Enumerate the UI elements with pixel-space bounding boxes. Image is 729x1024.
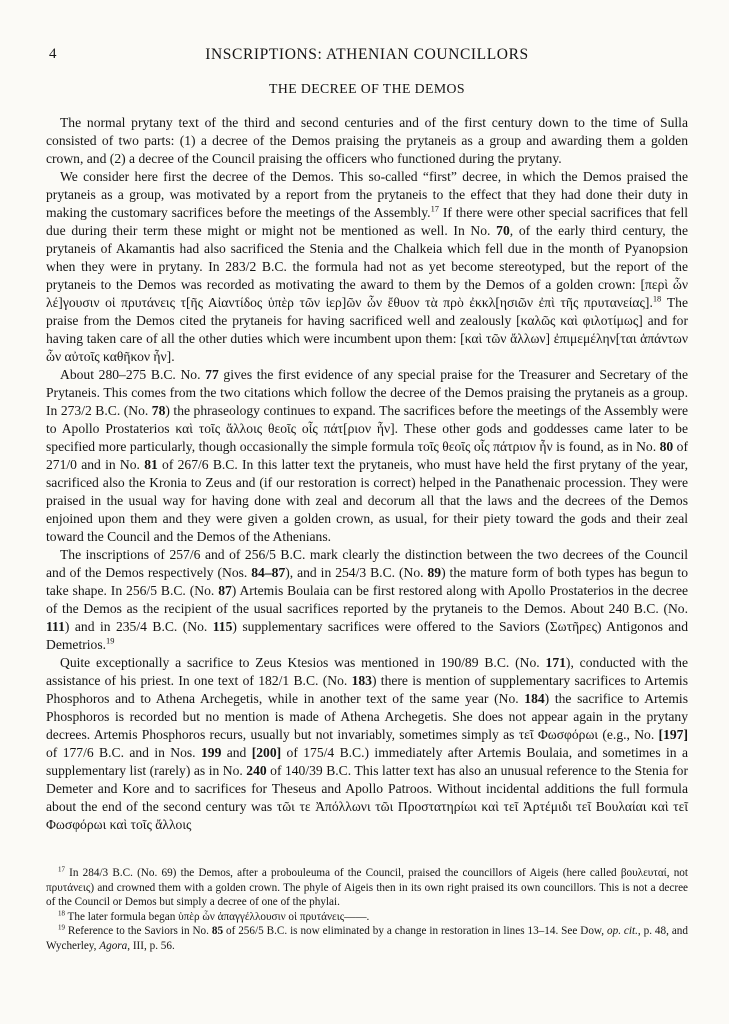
paragraph: Quite exceptionally a sacrifice to Zeus Ktesios was mentioned in 190/89 B.C. (No. 171), conducted with the assistance of his priest. In one text of 182/1 B.C. (No. 183) there is mention of supplementary sacrifices to Artemis Phosphoros and to Athena Archegetis, while in another text of the same year (No. 184) the sacrifice to Artemis Phosphoros is recorded but no mention is made of Athena Archegetis. She does not appear again in the prytany decrees. Artemis Phosphoros recurs, usually but not invariably, sometimes simply as τεῖ Φωσφόρωι (e.g., No. [197] of 177/6 B.C. and in Nos. 199 and [200] of 175/4 B.C.) immediately after Artemis Boulaia, and sometimes in a supplementary list (rarely) as in No. 240 of 140/39 B.C. This latter text has also an unusual reference to the Stenia for Demeter and Kore and to sacrifices for Theseus and Apollo Patroos. Without incidental additions the full formula about the end of the second century was τῶι τε Ἀπόλλωνι τῶι Προστατηρίωι καὶ τεῖ Ἀρτέμιδι τεῖ Βουλαίαι καὶ τεῖ Φωσφόρωι καὶ τοῖς ἄλλοις	[46, 655, 689, 832]
running-title: INSCRIPTIONS: ATHENIAN COUNCILLORS	[205, 46, 529, 63]
footnotes-list	[46, 866, 688, 954]
paragraph: The normal prytany text of the third and second centuries and of the first century down to the time of Sulla consisted of two parts: (1) a decree of the Demos praising the prytaneis as a group and awarding them a golden crown, and (2) a decree of the Council praising the officers who functioned during the prytany.	[46, 115, 688, 166]
footnote: $^{19}$ Reference to the Saviors in No. 85 of 256/5 B.C. is now eliminated by a change in restoration in lines 13–14. See Dow, op. cit., p. 48, and Wycherley, Agora, III, p. 56.	[46, 923, 688, 952]
footnote: $^{17}$ In 284/3 B.C. (No. 69) the Demos, after a probouleuma of the Council, praised the councillors of Aigeis (here called βουλευταί, not πρυτάνεις) and crowned them with a golden crown. The phyle of Aigeis then in its own right praised its own councillors. This is not a decree of the Council or Demos but simply a decree of one of the phylai.	[46, 865, 688, 909]
page-number: 4	[49, 46, 57, 62]
paragraph: The inscriptions of 257/6 and of 256/5 B.C. mark clearly the distinction between the two decrees of the Council and of the Demos respectively (Nos. 84–87), and in 254/3 B.C. (No. 89) the mature form of both types has begun to take shape. In 256/5 B.C. (No. 87) Artemis Boulaia can be first restored along with Apollo Prostaterios in the decree of the Demos as the recipient of the usual sacrifices reported by the prytaneis to the Demos. About 240 B.C. (No. 111) and in 235/4 B.C. (No. 115) supplementary sacrifices were offered to the Saviors (Σωτῆρες) Antigonos and Demetrios.$^{19}$	[46, 547, 689, 652]
body-paragraphs	[46, 114, 688, 834]
paragraph: We consider here first the decree of the Demos. This so-called “first” decree, in which the Demos praised the prytaneis as a group, was motivated by a report from the prytaneis to the effect that they had done their duty in making the customary sacrifices before the meetings of the Assembly.$^{17}$ If there were other special sacrifices that fell due during their term these might or might not be mentioned as well. In No. 70, of the early third century, the prytaneis of Akamantis had also sacrificed the Stenia and the Chalkeia which fell due in the month of Pyanopsion when they were in prytany. In 283/2 B.C. the formula had not as yet become stereotyped, but the report of the prytaneis to the Demos was recorded as motivating the award to them by the Demos of a golden crown: [περὶ ὧν λέ]γουσιν οἱ πρυτάνεις τ[ῆς Αἰαντίδος ὑπὲρ τῶν ἱερ]ῶν ὧν ἔθυον τὰ πρὸ ἐκκλ[ησιῶν ἐπὶ τῆς πρυτανείας].$^{18}$ The praise from the Demos cited the prytaneis for having sacrificed well and zealously [καλῶς καὶ φιλοτίμως] and for having taken care of all the other duties which were incumbent upon them: [καὶ τῶν ἄλλων] ἐπιμεμέλην[ται ἁπάντων ὧν αὐτοῖς καθῆκον ἦν].	[46, 169, 689, 364]
footnote: $^{18}$ The later formula began ὑπὲρ ὧν ἀπαγγέλλουσιν οἱ πρυτάνεις——.	[58, 909, 370, 923]
section-title: THE DECREE OF THE DEMOS	[269, 81, 465, 96]
page-header	[46, 46, 688, 66]
paragraph: About 280–275 B.C. No. 77 gives the first evidence of any special praise for the Treasurer and Secretary of the Prytaneis. This comes from the two citations which follow the decree of the Demos praising the prytaneis as a group. In 273/2 B.C. (No. 78) the phraseology continues to expand. The sacrifices before the meetings of the Assembly were to Apollo Prostaterios καὶ τοῖς ἄλλοις θεοῖς οἷς πάτ[ριον ἦν]. These other gods and goddesses came later to be specified more particularly, though occasionally the simple formula τοῖς θεοῖς οἷς πάτριον ἦν is found, as in No. 80 of 271/0 and in No. 81 of 267/6 B.C. In this latter text the prytaneis, who must have held the first prytany of the year, sacrificed also the Kronia to Zeus and (if our restoration is correct) helped in the Panathenaic procession. They were praised in the usual way for having done with zeal and decorum all that the laws and the decrees of the Demos enjoined upon them and they were given a golden crown, as usual, for their piety toward the gods and their zeal toward the Council and the Demos of the Athenians.	[46, 367, 688, 544]
